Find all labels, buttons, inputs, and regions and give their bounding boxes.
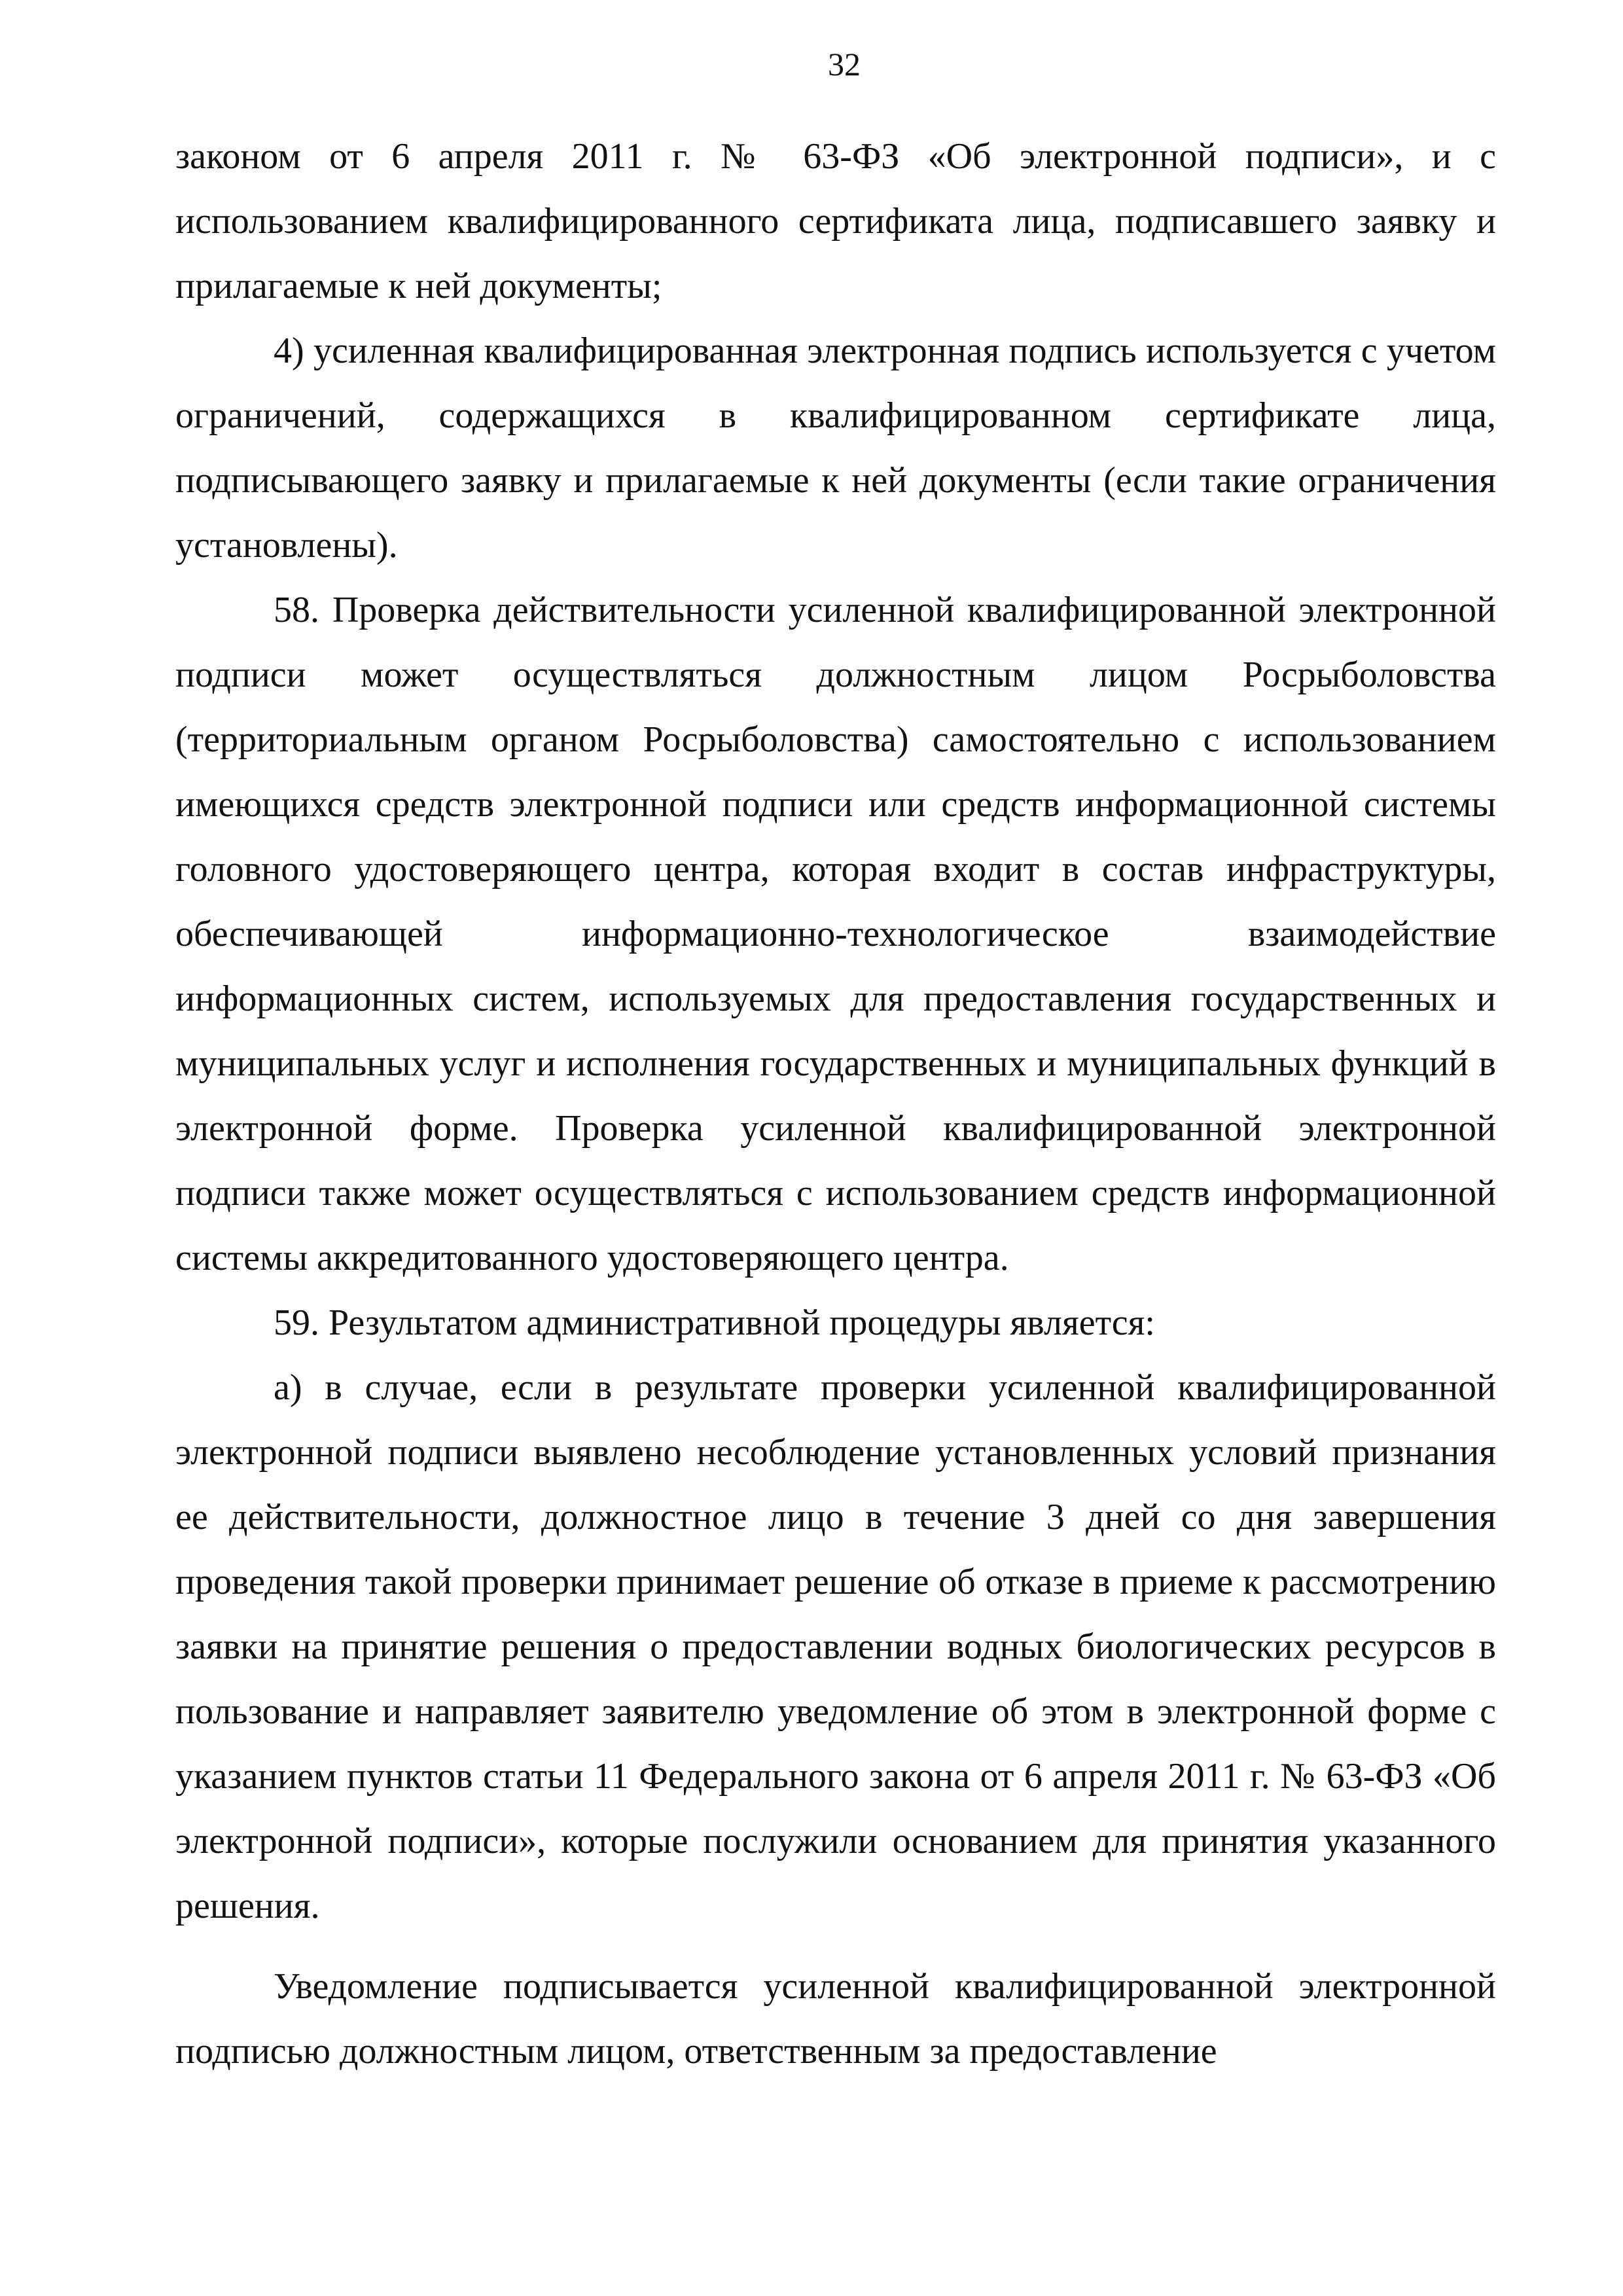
paragraph-continuation: законом от 6 апреля 2011 г. № 63-ФЗ «Об электронной подписи», и с использованием квалифицированного сертификата лица, подписавшего заявку и прилагаемые к ней документы; bbox=[175, 136, 1496, 306]
document-body bbox=[175, 124, 1496, 2084]
paragraph-notice: Уведомление подписывается усиленной квалифицированной электронной подписью должностным лицом, ответственным за предоставление bbox=[175, 1966, 1496, 2072]
paragraph-59: 59. Результатом административной процедуры является: bbox=[274, 1302, 1155, 1343]
paragraph-58: 58. Проверка действительности усиленной квалифицированной электронной подписи может осуществляться должностным лицом Росрыболовства (территориальным органом Росрыболовства) самостоятельно с использованием имеющихся средств электронной подписи или средств информационной системы головного удостоверяющего центра, которая входит в состав инфраструктуры, обеспечивающей информационно-технологическое взаимодействие информационных систем, используемых для предоставления государственных и муниципальных услуг и исполнения государственных и муниципальных функций в электронной форме. Проверка усиленной квалифицированной электронной подписи также может осуществляться с использованием средств информационной системы аккредитованного удостоверяющего центра. bbox=[175, 590, 1496, 1278]
page-number: 32 bbox=[828, 46, 861, 82]
paragraph-59-a: а) в случае, если в результате проверки усиленной квалифицированной электронной подписи выявлено несоблюдение установленных условий признания ее действительности, должностное лицо в течение 3 дней со дня завершения проведения такой проверки принимает решение об отказе в приеме к рассмотрению заявки на принятие решения о предоставлении водных биологических ресурсов в пользование и направляет заявителю уведомление об этом в электронной форме с указанием пунктов статьи 11 Федерального закона от 6 апреля 2011 г. № 63-ФЗ «Об электронной подписи», которые послужили основанием для принятия указанного решения. bbox=[175, 1367, 1496, 1926]
paragraph-item-4: 4) усиленная квалифицированная электронная подпись используется с учетом ограничений, содержащихся в квалифицированном сертификате лица, подписывающего заявку и прилагаемые к ней документы (если такие ограничения установлены). bbox=[175, 331, 1496, 565]
